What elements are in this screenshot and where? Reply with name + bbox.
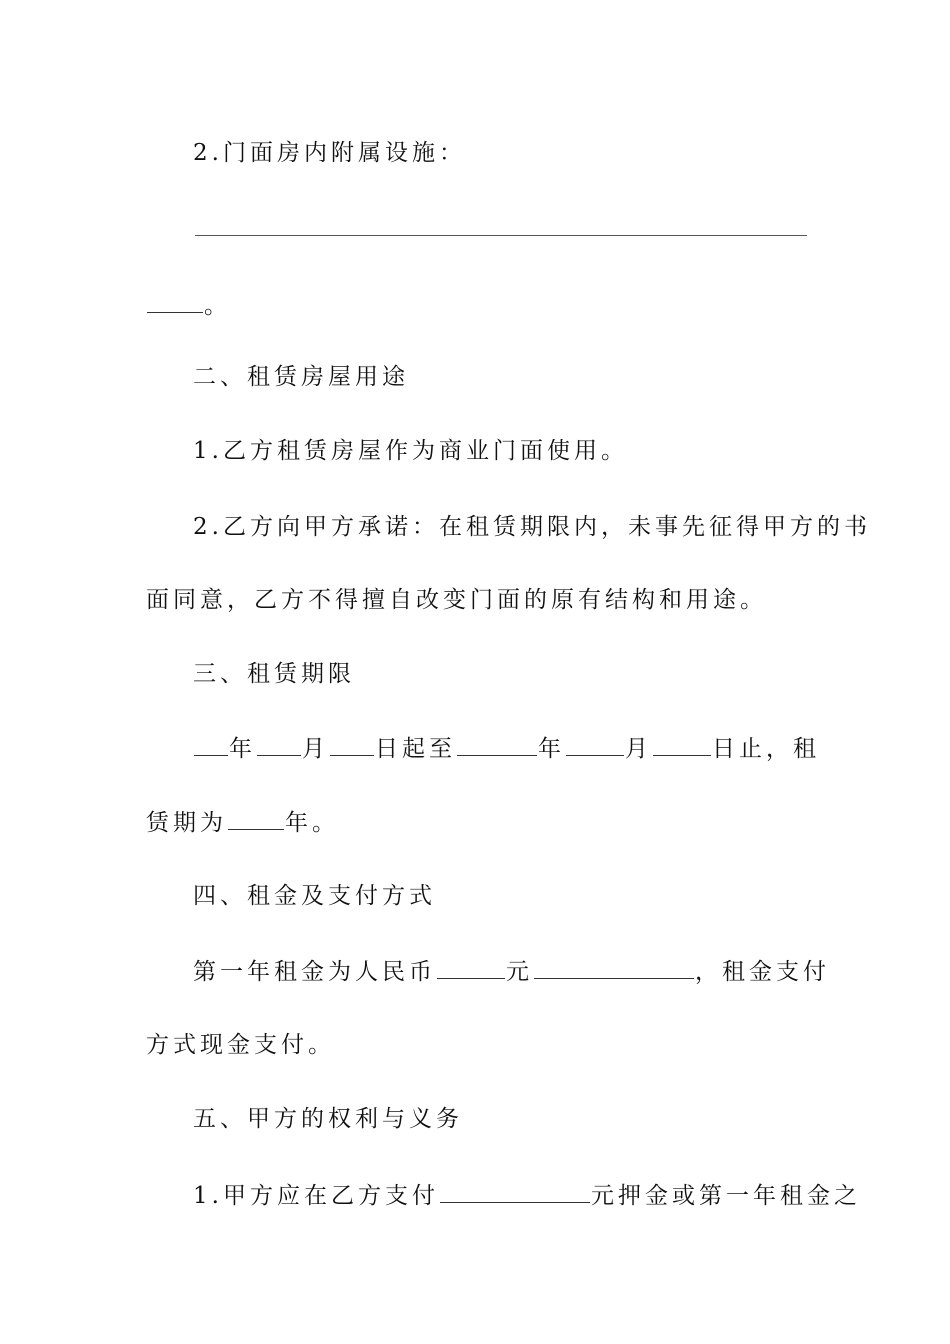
rent-amount-line xyxy=(193,956,830,987)
text-fragment: 年 xyxy=(229,736,256,762)
blank-line xyxy=(228,807,284,830)
section-heading-rent: 四、租金及支付方式 xyxy=(193,883,436,909)
text-fragment: 赁期为 xyxy=(146,810,227,836)
blank-line xyxy=(440,1180,590,1203)
term-period-line xyxy=(146,807,339,838)
party-a-duty-1-line xyxy=(193,1180,861,1211)
term-dates-line xyxy=(193,733,820,764)
section-heading-party-a: 五、甲方的权利与义务 xyxy=(193,1106,463,1132)
text-fragment: 月 xyxy=(302,736,329,762)
text-fragment: 日起至 xyxy=(375,736,456,762)
paragraph-purpose-1: 1.乙方租赁房屋作为商业门面使用。 xyxy=(193,438,628,464)
text-fragment: 年 xyxy=(538,736,565,762)
blank-line xyxy=(147,290,203,313)
text-fragment: 第一年租金为人民币 xyxy=(193,959,436,985)
text-fragment: 日止，租 xyxy=(712,736,820,762)
facilities-blank-rule xyxy=(195,235,807,236)
blank-line xyxy=(437,956,505,979)
blank-line xyxy=(534,956,694,979)
text-fragment: 。 xyxy=(204,293,231,319)
section-heading-term: 三、租赁期限 xyxy=(193,661,355,687)
blank-line xyxy=(566,733,624,756)
blank-line xyxy=(257,733,301,756)
text-fragment: 元押金或第一年租金之 xyxy=(590,1183,861,1209)
text-fragment: 月 xyxy=(625,736,652,762)
paragraph-purpose-2-line1: 2.乙方向甲方承诺：在租赁期限内，未事先征得甲方的书 xyxy=(193,514,871,540)
text-fragment: 1.甲方应在乙方支付 xyxy=(193,1183,439,1209)
text-fragment: ，租金支付 xyxy=(695,959,830,985)
facilities-blank-end xyxy=(146,290,231,321)
text-fragment: 年。 xyxy=(285,810,339,836)
blank-line xyxy=(194,733,228,756)
facilities-heading: 2.门面房内附属设施： xyxy=(193,140,466,166)
blank-line xyxy=(457,733,537,756)
paragraph-purpose-2-line2: 面同意，乙方不得擅自改变门面的原有结构和用途。 xyxy=(146,587,767,613)
blank-line xyxy=(653,733,711,756)
text-fragment: 元 xyxy=(506,959,533,985)
rent-payment-method-line: 方式现金支付。 xyxy=(146,1032,335,1058)
blank-line xyxy=(330,733,374,756)
section-heading-purpose: 二、租赁房屋用途 xyxy=(193,364,409,390)
